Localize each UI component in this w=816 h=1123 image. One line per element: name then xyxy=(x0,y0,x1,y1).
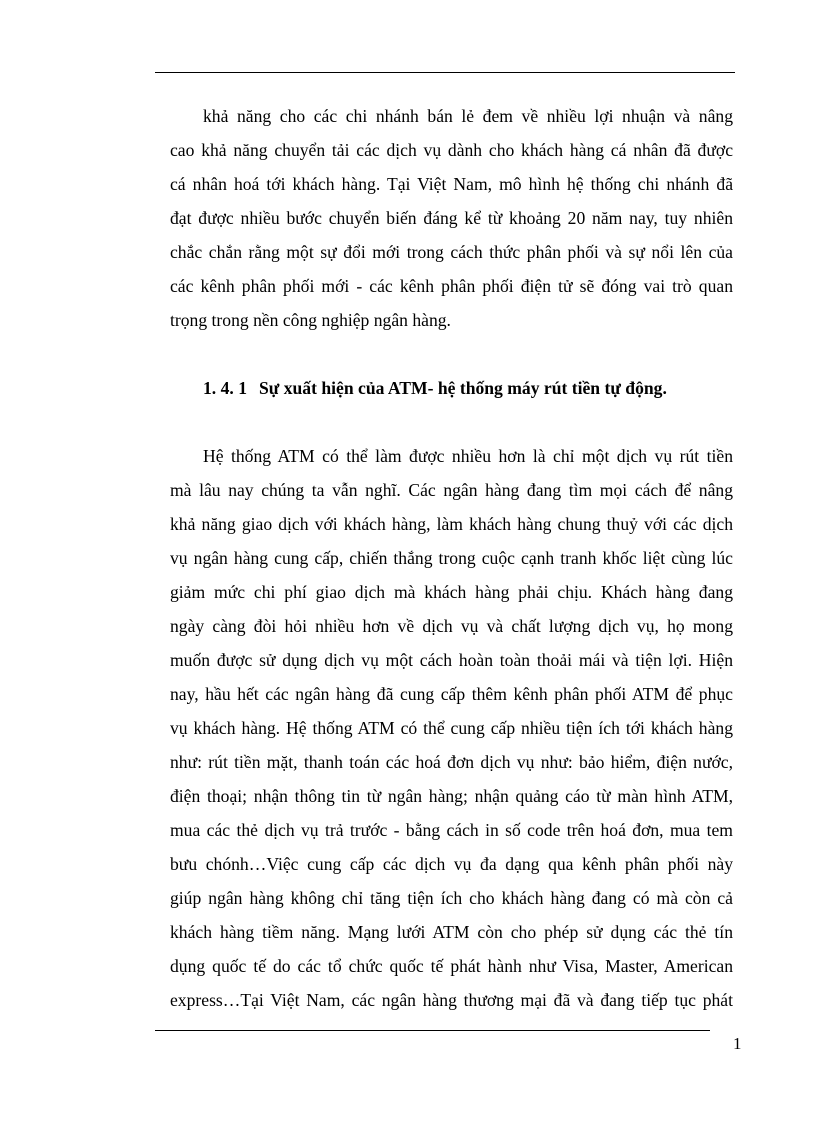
header-rule xyxy=(155,72,735,73)
text-line: mà lâu nay chúng ta vẫn nghĩ. Các ngân hàng đang tìm mọi cách để nâng xyxy=(170,480,733,500)
text-line: vụ khách hàng. Hệ thống ATM có thể cung cấp nhiều tiện ích tới khách hàng xyxy=(170,718,733,738)
section-title: Sự xuất hiện của ATM- hệ thống máy rút tiền tự động. xyxy=(258,378,667,398)
text-line: ngày càng đòi hỏi nhiều hơn về dịch vụ và chất lượng dịch vụ, họ mong xyxy=(170,616,733,636)
paragraph-1 xyxy=(170,99,733,337)
section-heading xyxy=(170,371,733,405)
spacer xyxy=(170,337,733,371)
text-line: dụng quốc tế do các tổ chức quốc tế phát hành như Visa, Master, American xyxy=(170,956,733,976)
text-line: giúp ngân hàng không chỉ tăng tiện ích cho khách hàng đang có mà còn cả xyxy=(170,888,733,908)
footer-rule xyxy=(155,1030,710,1031)
text-line: trọng trong nền công nghiệp ngân hàng. xyxy=(170,310,451,330)
text-line: giảm mức chi phí giao dịch mà khách hàng phải chịu. Khách hàng đang xyxy=(170,582,733,602)
text-line: các kênh phân phối mới - các kênh phân phối điện tử sẽ đóng vai trò quan xyxy=(170,276,733,296)
text-line: khả năng cho các chi nhánh bán lẻ đem về nhiều lợi nhuận và nâng xyxy=(203,106,733,126)
text-line: khả năng giao dịch với khách hàng, làm khách hàng chung thuỷ với các dịch xyxy=(170,514,733,534)
text-line: điện thoại; nhận thông tin từ ngân hàng; nhận quảng cáo từ màn hình ATM, xyxy=(170,786,733,806)
text-line: như: rút tiền mặt, thanh toán các hoá đơn dịch vụ như: bảo hiểm, điện nước, xyxy=(170,752,733,772)
text-line: muốn được sử dụng dịch vụ một cách hoàn toàn thoải mái và tiện lợi. Hiện xyxy=(170,650,733,670)
text-line: vụ ngân hàng cung cấp, chiến thắng trong cuộc cạnh tranh khốc liệt cùng lúc xyxy=(170,548,733,568)
page-body xyxy=(170,99,733,1017)
text-line: Hệ thống ATM có thể làm được nhiều hơn là chỉ một dịch vụ rút tiền xyxy=(203,446,733,466)
section-number: 1. 4. 1 xyxy=(203,378,247,398)
page-number: 1 xyxy=(733,1034,742,1053)
text-line: đạt được nhiều bước chuyển biến đáng kể từ khoảng 20 năm nay, tuy nhiên xyxy=(170,208,733,228)
paragraph-2 xyxy=(170,439,733,1017)
text-line: khách hàng tiềm năng. Mạng lưới ATM còn cho phép sử dụng các thẻ tín xyxy=(170,922,733,942)
text-line: mua các thẻ dịch vụ trả trước - bằng cách in số code trên hoá đơn, mua tem xyxy=(170,820,733,840)
text-line: bưu chónh…Việc cung cấp các dịch vụ đa dạng qua kênh phân phối này xyxy=(170,854,733,874)
spacer xyxy=(170,405,733,439)
text-line: cá nhân hoá tới khách hàng. Tại Việt Nam, mô hình hệ thống chi nhánh đã xyxy=(170,174,733,194)
text-line: cao khả năng chuyển tải các dịch vụ dành cho khách hàng cá nhân đã được xyxy=(170,140,733,160)
text-line: express…Tại Việt Nam, các ngân hàng thương mại đã và đang tiếp tục phát xyxy=(170,990,733,1010)
text-line: nay, hầu hết các ngân hàng đã cung cấp thêm kênh phân phối ATM để phục xyxy=(170,684,733,704)
text-line: chắc chắn rằng một sự đổi mới trong cách thức phân phối và sự nổi lên của xyxy=(170,242,733,262)
